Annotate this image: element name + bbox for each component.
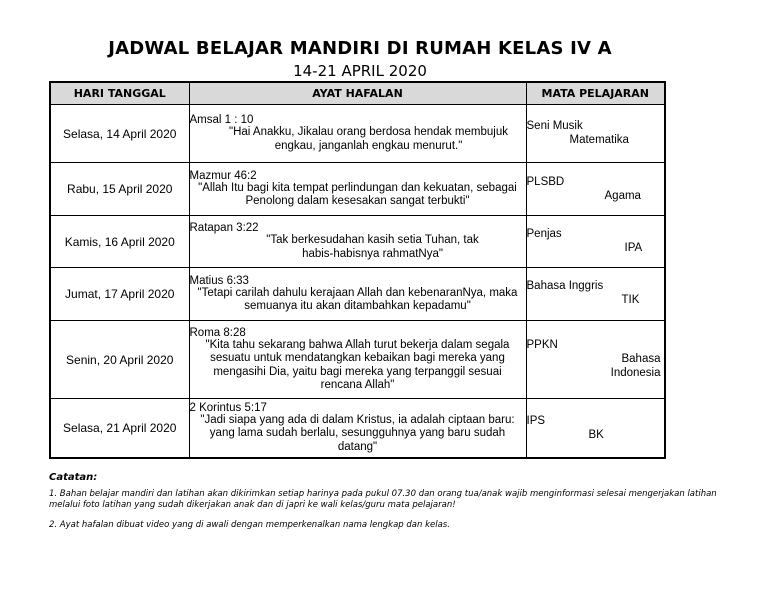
subject-primary: Penjas <box>526 228 562 240</box>
cell-verse <box>189 268 526 321</box>
subject-primary: Seni Musik <box>526 120 583 132</box>
cell-subjects <box>526 399 665 458</box>
verse-text: "Tak berkesudahan kasih setia Tuhan, tak habis-habisnya rahmatNya" <box>266 234 479 260</box>
cell-day: Jumat, 17 April 2020 <box>50 268 189 321</box>
table-row <box>50 399 665 458</box>
verse-text: "Jadi siapa yang ada di dalam Kristus, ia adalah ciptaan baru: yang lama sudah berlalu, sesungguhnya yang baru sudah datang" <box>200 413 515 453</box>
verse-reference: Amsal 1 : 10 <box>189 114 254 126</box>
verse-text: "Kita tahu sekarang bahwa Allah turut bekerja dalam segala sesuatu untuk mendatangkan kebaikan bagi mereka yang mengasihi Dia, yaitu bagi mereka yang terpanggil sesuai rencana Allah" <box>205 338 510 391</box>
table-row <box>50 163 665 216</box>
cell-subjects <box>526 105 665 163</box>
cell-subjects <box>526 268 665 321</box>
subject-secondary: Agama <box>604 190 641 202</box>
subject-secondary: BK <box>588 429 604 441</box>
verse-reference: Roma 8:28 <box>189 326 246 339</box>
verse-reference: Matius 6:33 <box>189 274 249 287</box>
cell-verse <box>189 105 526 163</box>
subject-secondary: Bahasa Indonesia <box>610 353 661 379</box>
column-header-verse: AYAT HAFALAN <box>189 82 526 105</box>
cell-subjects <box>526 216 665 268</box>
verse-text: "Allah Itu bagi kita tempat perlindungan dan kekuatan, sebagai Penolong dalam kesesakan sangat terbukti" <box>198 181 517 207</box>
cell-day: Kamis, 16 April 2020 <box>50 216 189 268</box>
verse-text: "Hai Anakku, Jikalau orang berdosa hendak membujuk engkau, janganlah engkau menurut." <box>229 126 508 152</box>
page-subtitle-date-range: 14-21 APRIL 2020 <box>293 62 427 80</box>
note-item: 2. Ayat hafalan dibuat video yang di awali dengan memperkenalkan nama lengkap dan kelas. <box>49 519 450 530</box>
page-title: JADWAL BELAJAR MANDIRI DI RUMAH KELAS IV A <box>108 38 612 59</box>
note-item: 1. Bahan belajar mandiri dan latihan akan dikirimkan setiap harinya pada pukul 07.30 dan orang tua/anak wajib menginformasi selesai mengerjakan latihan melalui foto latihan yang sudah dikerjakan anak dan di japri ke wali kelas/guru mata pelajaran! <box>49 488 717 510</box>
cell-verse <box>189 321 526 399</box>
subject-primary: PPKN <box>526 339 558 351</box>
cell-day: Senin, 20 April 2020 <box>50 321 189 399</box>
cell-day: Selasa, 21 April 2020 <box>50 399 189 458</box>
subject-primary: PLSBD <box>526 176 565 188</box>
table-row <box>50 105 665 163</box>
notes-heading: Catatan: <box>49 472 98 483</box>
table-row <box>50 216 665 268</box>
verse-text: "Tetapi carilah dahulu kerajaan Allah dan kebenaranNya, maka semuanya itu akan ditambahkan kepadamu" <box>197 286 518 312</box>
cell-day: Rabu, 15 April 2020 <box>50 163 189 216</box>
subject-secondary: IPA <box>624 242 643 254</box>
table-header-row <box>50 82 665 105</box>
notes-section <box>49 472 729 531</box>
verse-reference: 2 Korintus 5:17 <box>189 401 267 414</box>
subject-secondary: TIK <box>621 294 640 306</box>
cell-verse <box>189 163 526 216</box>
table-row <box>50 268 665 321</box>
subject-secondary: Matematika <box>569 134 629 146</box>
cell-subjects <box>526 163 665 216</box>
column-header-day: HARI TANGGAL <box>50 82 189 105</box>
subject-primary: IPS <box>526 415 546 427</box>
verse-reference: Mazmur 46:2 <box>189 169 257 182</box>
table-row <box>50 321 665 399</box>
cell-day: Selasa, 14 April 2020 <box>50 105 189 163</box>
verse-reference: Ratapan 3:22 <box>189 222 259 234</box>
column-header-subject: MATA PELAJARAN <box>526 82 665 105</box>
cell-verse <box>189 216 526 268</box>
schedule-table <box>49 81 666 459</box>
subject-primary: Bahasa Inggris <box>526 280 604 292</box>
cell-verse <box>189 399 526 458</box>
cell-subjects <box>526 321 665 399</box>
